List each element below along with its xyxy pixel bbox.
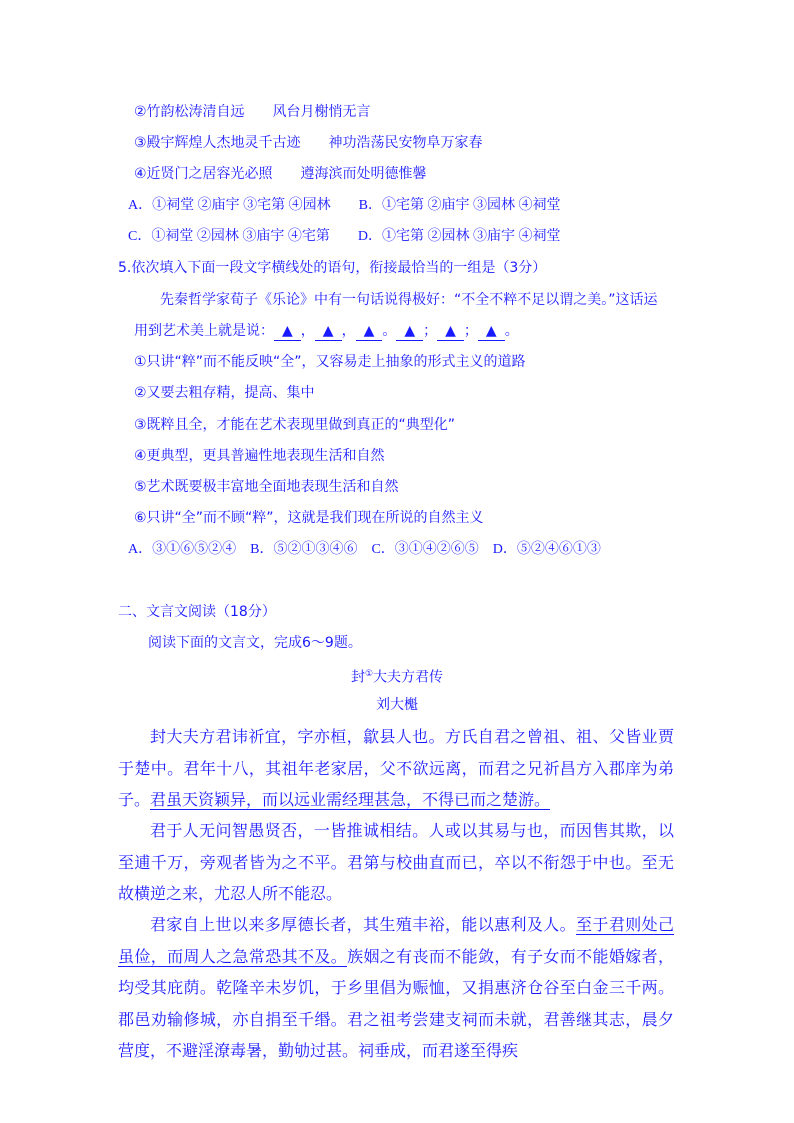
q4-options-ab: A．①祠堂 ②庙宇 ③宅第 ④园林 B．①宅第 ②庙宇 ③园林 ④祠堂 [128,198,561,213]
q5-stem: 5.依次填入下面一段文字横线处的语句，衔接最恰当的一组是（3分） [118,260,547,276]
paragraph-1: 封大夫方君讳祈宜，字亦桓，歙县人也。方氏自君之曾祖、祖、父皆业贾于楚中。君年十八，其祖年老家居，父不欲远离，而君之兄祈昌方入郡庠为弟子。君虽天资颖异，而以远业需经理甚急，不得已而之楚游。 [118,727,674,809]
blank-4: ▲ [396,323,423,341]
underlined-sentence-1: 君虽天资颖异，而以远业需经理甚急，不得已而之楚游。 [150,790,551,809]
section2-heading: 二、文言文阅读（18分） [118,604,276,620]
blank-2: ▲ [315,323,342,341]
blank-6: ▲ [478,323,505,341]
q4-item-3: ③殿宇辉煌人杰地灵千古迹 神功浩荡民安物阜万家春 [134,135,483,151]
blank-3: ▲ [356,323,383,341]
q5-item-1: ①只讲“粹”而不能反映“全”，又容易走上抽象的形式主义的道路 [134,354,526,370]
paragraph-3: 君家自上世以来多厚德长者，其生殖丰裕，能以惠利及人。至于君则处己虽俭，而周人之急常恐其不及。族姻之有丧而不能敛，有子女而不能婚嫁者，均受其庇荫。乾隆辛未岁饥，于乡里倡为赈恤，又捐惠济仓谷至白金三千两。郡邑劝输修城，亦自捐至千缗。君之祖考尝建支祠而未就，君善继其志，晨夕营度，不避淫潦毒暑，勤劬过甚。祠垂成，而君遂至得疾 [118,915,674,1060]
q4-item-4: ④近贤门之居容光必照 遵海滨而处明德惟馨 [134,166,427,182]
q4-options-cd: C．①祠堂 ②园林 ③庙宇 ④宅第 D．①宅第 ②园林 ③庙宇 ④祠堂 [128,229,561,244]
q5-item-3: ③既粹且全，才能在艺术表现里做到真正的“典型化” [134,417,456,433]
q5-passage-line2: 用到艺术美上就是说： ▲ ， ▲ ， ▲ 。 ▲ ； ▲ ； ▲ 。 [134,323,519,339]
q4-item-2: ②竹韵松涛清自远 风台月榭悄无言 [134,104,371,120]
text-title: 封①大夫方君传 [350,669,444,686]
footnote-marker: ① [364,669,374,679]
q5-item-5: ⑤艺术既要极丰富地全面地表现生活和自然 [134,479,399,495]
q5-item-6: ⑥只讲“全”而不顾“粹”，这就是我们现在所说的自然主义 [134,510,484,526]
blank-1: ▲ [274,323,301,341]
section2-instruction: 阅读下面的文言文，完成6～9题。 [148,635,362,651]
text-author: 刘大櫆 [376,697,418,713]
paragraph-2: 君于人无问智愚贤否，一皆推诚相结。人或以其易与也，而因售其欺，以至逋千万，旁观者皆为之不平。君第与校曲直而已，卒以不衔怨于中也。至无故横逆之来，尤忍人所不能忍。 [118,821,674,903]
q5-options: A．③①⑥⑤②④ B．⑤②①③④⑥ C．③①④②⑥⑤ D．⑤②④⑥①③ [128,542,601,557]
blank-5: ▲ [437,323,464,341]
q5-passage-line1: 先秦哲学家荀子《乐论》中有一句话说得极好：“不全不粹不足以谓之美。”这话运 [160,292,658,308]
q5-passage-prefix: 用到艺术美上就是说： [134,323,274,339]
underlined-sentence-2: 至于君则处己虽俭，而周人之急常恐其不及。 [118,915,674,966]
q5-item-2: ②又要去粗存精，提高、集中 [134,385,315,401]
q5-item-4: ④更典型，更具普遍性地表现生活和自然 [134,448,385,464]
